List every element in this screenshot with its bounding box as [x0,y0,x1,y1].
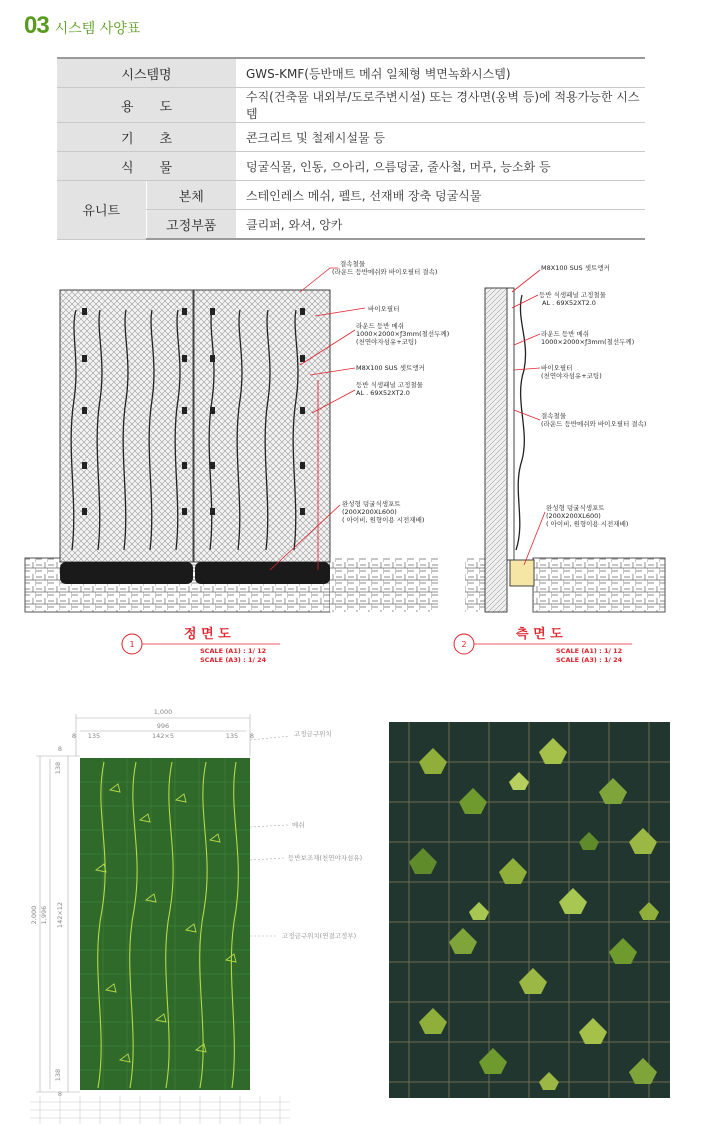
dim-label-fixing-top: 고정금구위치 [294,730,332,738]
dim-top-inner: 996 [156,722,170,730]
row-value: 스테인레스 메쉬, 펠트, 선재배 장축 덩굴식물 [236,181,645,210]
side-note-2a: 등반 식생패널 고정철물 [539,291,606,299]
dim-left-8b: 8 [57,1090,63,1098]
side-note-5a: 결속철물 [541,412,567,420]
mesh-panel-right [194,290,330,562]
front-note-6c: ( 아이비, 원형이용 시전재배) [342,516,425,524]
row-label: 시스템명 [57,58,236,88]
row-value: 수직(건축물 내외부/도로주변시설) 또는 경사면(옹벽 등)에 적용가능한 시스템 [236,88,645,123]
section-header [24,12,140,38]
row-value: 클리퍼, 와셔, 앙카 [236,210,645,240]
unit-label: 유니트 [57,181,146,240]
front-view-label: 정 면 도 [184,627,231,642]
table-row [57,123,645,152]
row-value: GWS-KMF(등반매트 메쉬 일체형 벽면녹화시스템) [236,58,645,88]
front-note-3a: 라운드 등반 메쉬 [356,322,405,330]
side-note-4a: 바이오필터 [541,364,573,372]
front-note-1a: 결속철물 [340,260,366,268]
table-row [57,210,645,240]
front-note-6b: (200X200XL600) [342,508,397,516]
installed-wall-photo [389,722,670,1098]
dim-left-2000: 2,000 [30,905,38,925]
front-note-4: M8X100 SUS 셋트앵커 [356,364,425,372]
front-note-2: 바이오필터 [368,305,400,313]
table-row [57,181,645,210]
side-note-1: M8X100 SUS 셋트앵커 [541,264,610,272]
dim-left-8: 8 [57,745,63,753]
ground-grass [30,1096,290,1124]
spec-table [57,57,645,240]
dim-top-mid: 142×5 [152,732,174,740]
front-note-1b: (라운드 등반메쉬와 바이오필터 결속) [332,268,438,276]
side-scale-a3: SCALE (A3) : 1/ 24 [556,656,623,664]
dim-left-138: 138 [54,761,62,775]
dim-left-142x12: 142×12 [56,901,64,929]
plant-pot-left [60,562,193,584]
panel-dimension-drawing [0,700,380,1130]
row-value: 콘크리트 및 철제시설물 등 [236,123,645,152]
side-note-6a: 완성형 덩굴식생포트 [546,504,605,512]
ground-side-right [533,558,665,612]
side-vine [516,295,526,550]
front-view-number: 1 [129,640,135,649]
table-row [57,152,645,181]
side-note-6b: (200X200XL600) [546,512,601,520]
dim-left-1996: 1,996 [40,905,48,925]
wall-section [485,288,507,612]
section-number: 03 [24,12,49,39]
side-note-4b: (천연야자섬유+코팅) [541,372,602,380]
ground-side-left [465,558,485,612]
side-note-3b: 1000×2000×ƒ3mm(철선두께) [541,338,635,346]
side-view-number: 2 [461,640,467,649]
front-note-5a: 등반 식생패널 고정철물 [356,381,423,389]
front-note-5b: AL . 69X52XT2.0 [356,389,410,397]
row-label: 기 초 [57,123,236,152]
dim-top-total: 1,000 [153,708,173,716]
dim-label-climbing-aid: 등반보조재(천연야자섬유) [288,854,363,862]
side-note-2b: AL . 69X52XT2.0 [542,299,596,307]
side-pot [510,560,534,586]
elevation-drawings [0,250,701,670]
side-mesh [507,288,514,560]
plant-pot-right [195,562,330,584]
side-note-5b: (라운드 등반메쉬와 바이오필터 결속) [541,420,647,428]
dim-top-left: 8 [71,732,77,740]
table-row [57,58,645,88]
section-title: 시스템 사양표 [54,21,141,37]
side-note-3a: 라운드 등반 메쉬 [541,330,590,338]
front-note-3c: (천연야자섬유+코팅) [356,338,417,346]
row-label: 본체 [146,181,236,210]
side-scale-a1: SCALE (A1) : 1/ 12 [556,647,623,655]
front-view-title [122,626,280,664]
row-value: 덩굴식물, 인동, 으아리, 으름덩굴, 줄사철, 머루, 능소화 등 [236,152,645,181]
row-label: 용 도 [57,88,236,123]
green-panel [80,758,250,1090]
dim-top-right: 8 [249,732,255,740]
dim-label-fixing-joint: 고정금구위치(연결고정부) [282,932,357,940]
row-label: 고정부품 [146,210,236,240]
front-note-6a: 완성형 덩굴식생포트 [342,500,401,508]
dim-top-r135: 135 [225,732,239,740]
front-note-3b: 1000×2000×ƒ3mm(철선두께) [356,330,450,338]
table-row [57,88,645,123]
ground-front-right [330,558,438,612]
row-label: 식 물 [57,152,236,181]
side-view-title [454,626,632,664]
front-scale-a3: SCALE (A3) : 1/ 24 [200,656,267,664]
dim-left-138b: 138 [54,1068,62,1082]
dim-label-mesh: 메쉬 [292,821,305,829]
side-view-label: 측 면 도 [516,627,563,642]
dim-top-l135: 135 [87,732,101,740]
side-note-6c: ( 아이비, 원형이용 시전재배) [546,520,629,528]
mesh-panel-left [60,290,193,562]
front-scale-a1: SCALE (A1) : 1/ 12 [200,647,267,655]
